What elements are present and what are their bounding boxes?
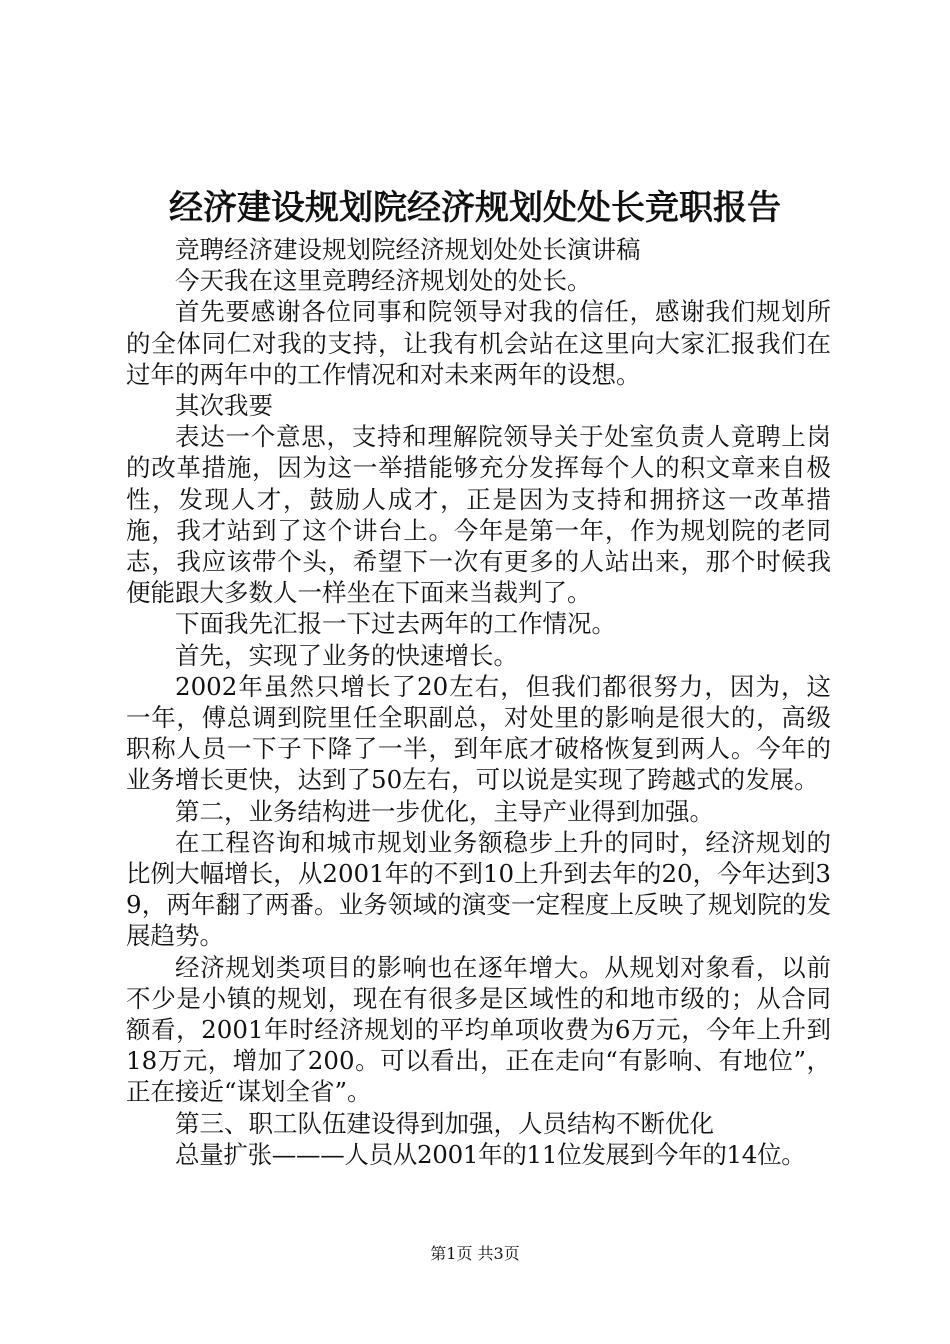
document-title: 经济建设规划院经济规划处处长竞职报告 xyxy=(169,188,781,228)
paragraph: 经济规划类项目的影响也在逐年增大。从规划对象看，以前不少是小镇的规划，现在有很多是区域性的和地市级的；从合同额看，2001年时经济规划的平均单项收费为6万元，今年上升到18万元，增加了200。可以看出，正在走向“有影响、有地位”，正在接近“谋划全省”。 xyxy=(126,952,831,1107)
paragraph: 在工程咨询和城市规划业务额稳步上升的同时，经济规划的比例大幅增长，从2001年的不到10上升到去年的20，今年达到39，两年翻了两番。业务领域的演变一定程度上反映了规划院的发展趋势。 xyxy=(126,827,831,951)
paragraph: 下面我先汇报一下过去两年的工作情况。 xyxy=(175,609,616,639)
paragraph: 总量扩张———人员从2001年的11位发展到今年的14位。 xyxy=(175,1139,806,1169)
paragraph: 表达一个意思，支持和理解院领导关于处室负责人竟聘上岗的改革措施，因为这一举措能够充分发挥每个人的积文章来自极性，发现人才，鼓励人成才，正是因为支持和拥挤这一改革措施，我才站到了这个讲台上。今年是第一年，作为规划院的老同志，我应该带个头，希望下一次有更多的人站出来，那个时候我便能跟大多数人一样坐在下面来当裁判了。 xyxy=(126,422,831,608)
paragraph: 首先要感谢各位同事和院领导对我的信任，感谢我们规划所的全体同仁对我的支持，让我有机会站在这里向大家汇报我们在过年的两年中的工作情况和对未来两年的设想。 xyxy=(126,297,831,389)
page-footer xyxy=(0,1242,950,1266)
paragraph: 其次我要 xyxy=(175,391,273,421)
page-indicator: 第1页 共3页 xyxy=(430,1244,520,1263)
paragraph: 第二，业务结构进一步优化，主导产业得到加强。 xyxy=(175,796,714,826)
paragraph: 第三、职工队伍建设得到加强，人员结构不断优化 xyxy=(175,1108,714,1138)
document-body xyxy=(126,234,831,1170)
paragraph: 今天我在这里竞聘经济规划处的处长。 xyxy=(175,266,592,296)
paragraph: 首先，实现了业务的快速增长。 xyxy=(175,640,518,670)
paragraph: 竞聘经济建设规划院经济规划处处长演讲稿 xyxy=(175,235,641,264)
paragraph: 2002年虽然只增长了20左右，但我们都很努力，因为，这一年，傅总调到院里任全职副总，对处里的影响是很大的，高级职称人员一下子下降了一半，到年底才破格恢复到两人。今年的业务增长更快，达到了50左右，可以说是实现了跨越式的发展。 xyxy=(126,671,831,795)
